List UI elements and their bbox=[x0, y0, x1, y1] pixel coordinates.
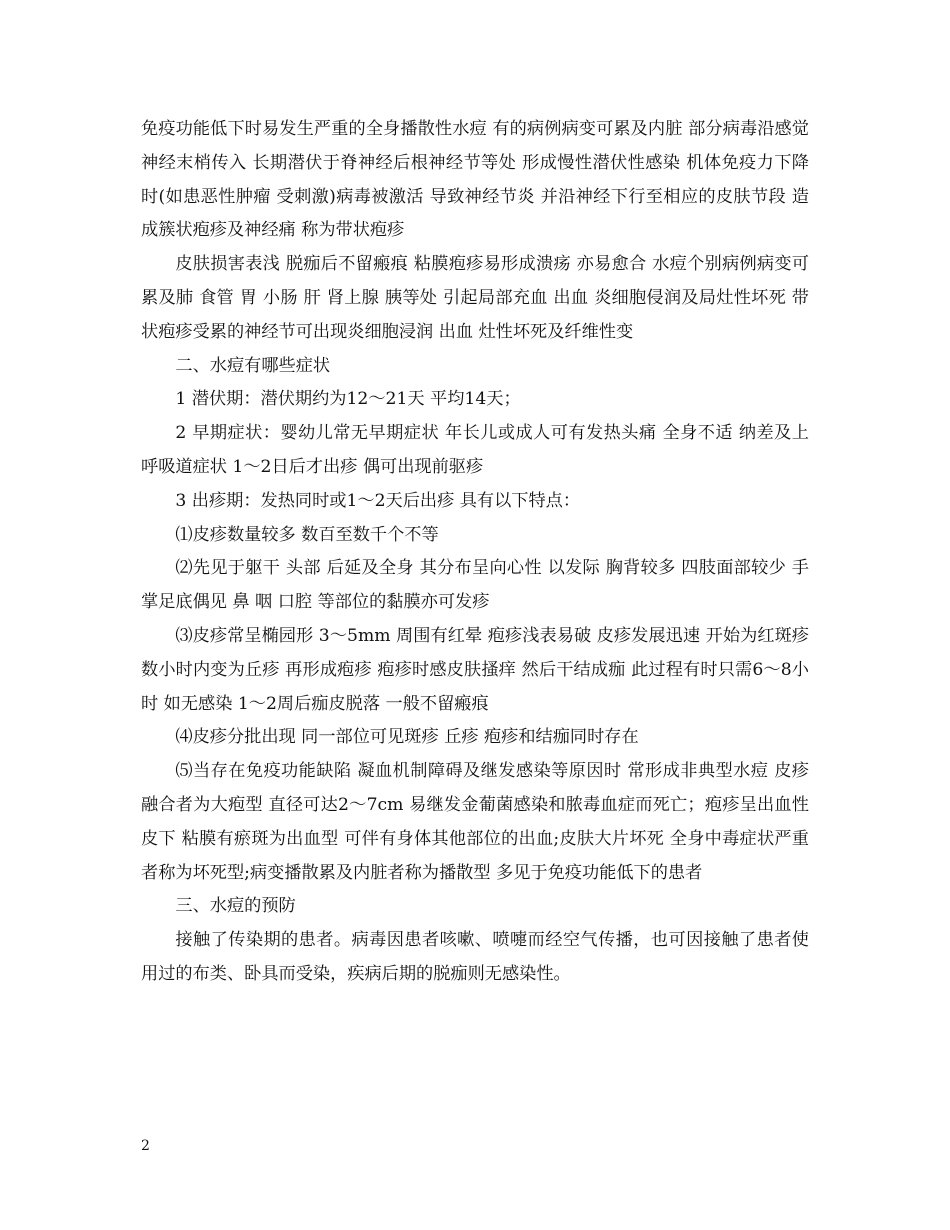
section-heading: 三、水痘的预防 bbox=[175, 896, 296, 917]
list-item: ⑶皮疹常呈椭园形 3～5mm 周围有红晕 疱疹浅表易破 皮疹发展迅速 开始为红斑疹 数小时内变为丘疹 再形成疱疹 疱疹时感皮肤搔痒 然后干结成痂 此过程有时只需6～8小时 如无感染 1～2周后痂皮脱落 一般不留瘢痕 bbox=[141, 625, 809, 714]
list-item: ⑸当存在免疫功能缺陷 凝血机制障碍及继发感染等原因时 常形成非典型水痘 皮疹融合者为大疱型 直径可达2～7cm 易继发金葡菌感染和脓毒血症而死亡；疱疹呈出血性 皮下 粘膜有瘀斑为出血型 可伴有身体其他部位的出血;皮肤大片坏死 全身中毒症状严重者称为坏死型;病变播散累及内脏者称为播散型 多见于免疫功能低下的患者 bbox=[141, 761, 809, 883]
list-item: ⑷皮疹分批出现 同一部位可见斑疹 丘疹 疱疹和结痂同时存在 bbox=[175, 727, 639, 748]
list-item: ⑵先见于躯干 头部 后延及全身 其分布呈向心性 以发际 胸背较多 四肢面部较少 手掌足底偶见 鼻 咽 口腔 等部位的黏膜亦可发疹 bbox=[141, 558, 809, 613]
paragraph: 接触了传染期的患者。病毒因患者咳嗽、喷嚏而经空气传播，也可因接触了患者使用过的布类、卧具而受染，疾病后期的脱痂则无感染性。 bbox=[141, 930, 809, 984]
paragraph: 2 早期症状：婴幼儿常无早期症状 年长儿或成人可有发热头痛 全身不适 纳差及上呼吸道症状 1～2日后才出疹 偶可出现前驱疹 bbox=[141, 423, 809, 477]
section-heading: 二、水痘有哪些症状 bbox=[175, 355, 331, 376]
document-body bbox=[141, 113, 809, 992]
paragraph: 1 潜伏期：潜伏期约为12～21天 平均14天； bbox=[175, 389, 521, 410]
paragraph: 免疫功能低下时易发生严重的全身播散性水痘 有的病例病变可累及内脏 部分病毒沿感觉神经末梢传入 长期潜伏于脊神经后根神经节等处 形成慢性潜伏性感染 机体免疫力下降时(如患恶性肿瘤 受刺激)病毒被激活 导致神经节炎 并沿神经下行至相应的皮肤节段 造成簇状疱疹及神经痛 称为带状疱疹 bbox=[141, 119, 809, 241]
paragraph: 皮肤损害表浅 脱痂后不留瘢痕 粘膜疱疹易形成溃疡 亦易愈合 水痘个别病例病变可累及肺 食管 胃 小肠 肝 肾上腺 胰等处 引起局部充血 出血 炎细胞侵润及局灶性坏死 带状疱疹受累的神经节可出现炎细胞浸润 出血 灶性坏死及纤维性变 bbox=[141, 254, 809, 342]
list-item: ⑴皮疹数量较多 数百至数千个不等 bbox=[175, 524, 439, 545]
paragraph: 3 出疹期：发热同时或1～2天后出疹 具有以下特点： bbox=[175, 490, 581, 511]
page-number: 2 bbox=[141, 1138, 150, 1154]
